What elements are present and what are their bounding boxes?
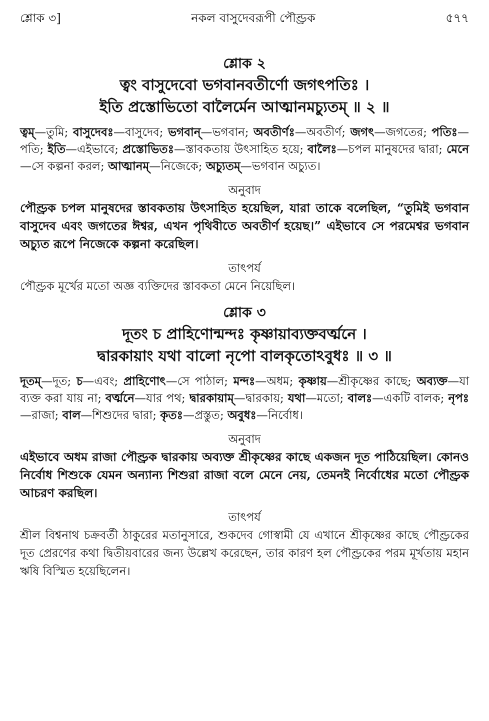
verse-2-line-2: ইতি প্রস্তোভিতো বালৈর্মেন আত্মানমচ্যুতম্ ॥ ২ ॥	[99, 98, 390, 116]
running-head-title: নকল বাসুদেবরূপী পৌণ্ড্রক	[191, 11, 316, 25]
synonym-meaning: বাসুদেব	[125, 125, 160, 139]
synonym-term: মেনে	[446, 142, 469, 156]
synonym-meaning: নিজেকে	[160, 159, 199, 173]
verse-2-purport: পৌণ্ড্রক মূর্খের মতো অজ্ঞ ব্যক্তিদের স্তাবকতা মেনে নিয়েছিল।	[20, 279, 296, 293]
verse-3-heading: শ্লোক ৩	[223, 305, 266, 321]
verse-3-line-2: দ্বারকায়াং যথা বালো নৃপো বালকৃতোঽবুধঃ ॥ ৩ ॥	[97, 347, 392, 365]
verse-2-synonyms: ত্বম্—তুমি; বাসুদেবঃ—বাসুদেব; ভগবান্—ভগবান; অবতীর্ণঃ—অবতীর্ণ; জগৎ—জগতের; পতিঃ—পতি; ইতি—এইভাবে; প্রস্তোভিতঃ—স্তাবকতায় উৎসাহিত হয়ে; বালৈঃ—চপল মানুষদের দ্বারা; মেনে—সে কল্পনা করল; আত্মানম্—নিজেকে; অচ্যুতম্—ভগবান অচ্যুত।	[20, 125, 470, 173]
synonym-term: পতিঃ	[431, 125, 458, 139]
synonym-term: ভগবান্	[167, 125, 201, 139]
verse-2-line-1: ত্বং বাসুদেবো ভগবানবতীর্ণো জগৎপতিঃ ।	[119, 76, 370, 94]
synonym-term: চ	[76, 374, 83, 388]
verse-3-translation-label: অনুবাদ	[228, 432, 261, 446]
synonym-term: অচ্যুতম্	[205, 159, 241, 173]
synonym-meaning: রাজা	[31, 408, 55, 422]
verse-3-synonyms: দূতম্—দূত; চ—এবং; প্রাহিণোৎ—সে পাঠাল; মন্দঃ—অধম; কৃষ্ণায়—শ্রীকৃষ্ণের কাছে; অব্যক্ত—যা ব্যক্ত করা যায় না; বর্ত্মনে—যার পথ; দ্বারকায়াম্—দ্বারকায়; যথা—মতো; বালঃ—একটি বালক; নৃপঃ—রাজা; বাল—শিশুদের দ্বারা; কৃতঃ—প্রস্তুত; অবুধঃ—নির্বোধ।	[20, 374, 470, 422]
synonym-meaning: শ্রীকৃষ্ণের কাছে	[338, 374, 408, 388]
synonym-term: বালৈঃ	[307, 142, 337, 156]
synonym-term: অবুধঃ	[227, 408, 257, 422]
synonym-meaning: অধম	[266, 374, 290, 388]
synonym-term: নৃপঃ	[448, 391, 470, 405]
synonym-meaning: এইভাবে	[77, 142, 115, 156]
synonym-meaning: পতি	[20, 142, 40, 156]
synonym-term: মন্দঃ	[233, 374, 256, 388]
synonym-meaning: যা ব্যক্ত করা যায় না	[20, 374, 470, 405]
synonym-term: বর্ত্মনে	[105, 391, 135, 405]
synonym-meaning: দূত	[52, 374, 68, 388]
synonym-meaning: একটি বালক	[383, 391, 441, 405]
synonym-term: আত্মানম্	[108, 159, 150, 173]
synonym-meaning: স্তাবকতায় উৎসাহিত হয়ে	[185, 142, 300, 156]
synonym-term: দূতম্	[20, 374, 42, 388]
synonym-term: বালঃ	[347, 391, 373, 405]
synonym-term: যথা	[287, 391, 306, 405]
synonym-meaning: সে পাঠাল	[177, 374, 225, 388]
synonym-meaning: জগতের	[385, 125, 424, 139]
synonym-term: জগৎ	[350, 125, 375, 139]
synonym-term: বাসুদেবঃ	[72, 125, 114, 139]
synonym-meaning: শিশুদের দ্বারা	[92, 408, 153, 422]
synonym-meaning: যার পথ	[145, 391, 182, 405]
verse-3-line-1: দূতং চ প্রাহিণোন্মন্দঃ কৃষ্ণায়াব্যক্তবর্ত্মনে ।	[122, 325, 367, 343]
verse-2-purport-label: তাৎপর্য	[228, 261, 261, 275]
synonym-meaning: প্রস্তুত	[194, 408, 220, 422]
synonym-meaning: সে কল্পনা করল	[31, 159, 101, 173]
synonym-term: অবতীর্ণঃ	[253, 125, 295, 139]
verse-2-translation: পৌণ্ড্রক চপল মানুষদের স্তাবকতায় উৎসাহিত হয়েছিল, যারা তাকে বলেছিল, “তুমিই ভগবান বাসুদেব এবং জগতের ঈশ্বর, এখন পৃথিবীতে অবতীর্ণ হয়েছ।” এইভাবে সে পরমেশ্বর ভগবান অচ্যুত রূপে নিজেকে কল্পনা করেছিল।	[20, 201, 469, 251]
synonym-term: দ্বারকায়াম্	[189, 391, 234, 405]
synonym-term: ত্বম্	[20, 125, 35, 139]
verse-3-purport: শ্রীল বিশ্বনাথ চক্রবর্তী ঠাকুরের মতানুসারে, শুকদেব গোস্বামী যে এখানে শ্রীকৃষ্ণের কাছে পৌণ্ড্রকের দূত প্রেরণের কথা দ্বিতীয়বারের জন্য উল্লেখ করেছেন, তার কারণ হল পৌণ্ড্রকের পরম মূর্খতায় মহান ঋষি বিস্মিত হয়েছিলেন।	[20, 528, 469, 578]
verse-3-purport-label: তাৎপর্য	[228, 510, 261, 524]
synonym-term: প্রস্তোভিতঃ	[122, 142, 174, 156]
synonym-term: বাল	[62, 408, 81, 422]
synonym-meaning: অবতীর্ণ	[306, 125, 342, 139]
page-number: ৫৭৭	[445, 11, 469, 25]
synonym-term: কৃষ্ণায়	[298, 374, 327, 388]
synonym-meaning: নির্বোধ	[267, 408, 299, 422]
verse-2-translation-label: অনুবাদ	[228, 183, 261, 197]
verse-2-heading: শ্লোক ২	[223, 56, 266, 72]
synonym-meaning: ভগবান	[212, 125, 245, 139]
running-head	[20, 10, 469, 32]
synonym-term: ইতি	[47, 142, 66, 156]
synonym-term: অব্যক্ত	[416, 374, 448, 388]
running-head-left: শ্লোক ৩]	[20, 11, 61, 25]
synonym-term: প্রাহিণোৎ	[123, 374, 166, 388]
synonym-meaning: ভগবান অচ্যুত	[251, 159, 317, 173]
verse-3-translation: এইভাবে অধম রাজা পৌণ্ড্রক দ্বারকায় অব্যক্ত শ্রীকৃষ্ণের কাছে একজন দূত পাঠিয়েছিল। কোনও নির্বোধ শিশুকে যেমন অন্যান্য শিশুরা রাজা বলে মেনে নেয়, তেমনই নির্বোধের মতো পৌণ্ড্রক আচরণ করছিল।	[20, 450, 469, 500]
synonym-meaning: তুমি	[46, 125, 65, 139]
synonym-meaning: মতো	[316, 391, 340, 405]
synonym-term: কৃতঃ	[160, 408, 183, 422]
synonym-meaning: চপল মানুষদের দ্বারা	[348, 142, 439, 156]
synonym-meaning: এবং	[94, 374, 115, 388]
synonym-meaning: দ্বারকায়	[245, 391, 280, 405]
